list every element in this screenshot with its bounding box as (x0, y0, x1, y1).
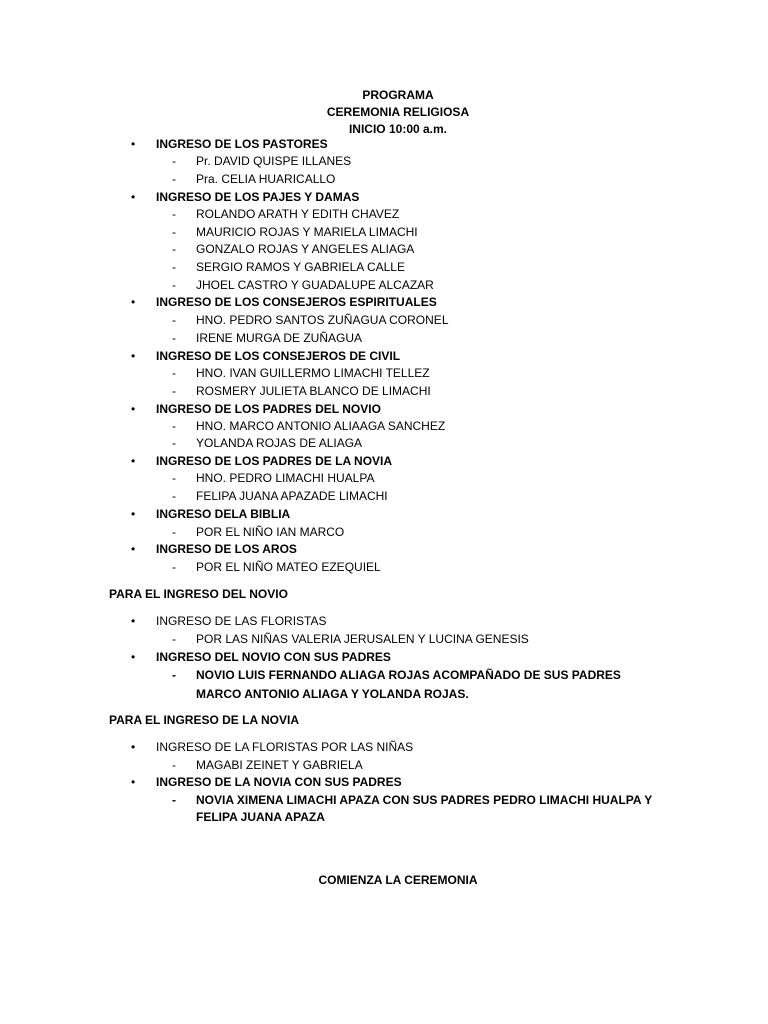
list-item: GONZALO ROJAS Y ANGELES ALIAGA (196, 242, 415, 256)
list-item: NOVIO LUIS FERNANDO ALIAGA ROJAS ACOMPAÑADO DE SUS PADRES (196, 668, 621, 682)
bullet: • (131, 542, 136, 556)
list-item-continuation: MARCO ANTONIO ALIAGA Y YOLANDA ROJAS. (196, 687, 469, 701)
list-item: ROLANDO ARATH Y EDITH CHAVEZ (196, 207, 400, 221)
list-item: HNO. MARCO ANTONIO ALIAAGA SANCHEZ (196, 419, 446, 433)
dash: - (172, 154, 176, 168)
program-heading: INGRESO DE LOS AROS (156, 542, 297, 556)
bullet: • (131, 775, 136, 789)
closing-line: COMIENZA LA CEREMONIA (318, 873, 478, 887)
program-heading: INGRESO DE LAS FLORISTAS (156, 614, 327, 628)
dash: - (172, 278, 176, 292)
document-subtitle: CEREMONIA RELIGIOSA (326, 105, 470, 119)
list-item: Pr. DAVID QUISPE ILLANES (196, 154, 352, 168)
bullet: • (131, 295, 136, 309)
dash: - (172, 419, 176, 433)
list-item: NOVIA XIMENA LIMACHI APAZA CON SUS PADRES PEDRO LIMACHI HUALPA Y (196, 793, 653, 807)
list-item-continuation: FELIPA JUANA APAZA (196, 810, 325, 824)
bullet: • (131, 614, 136, 628)
section-title-groom: PARA EL INGRESO DEL NOVIO (109, 587, 288, 601)
list-item: HNO. PEDRO SANTOS ZUÑAGUA CORONEL (196, 313, 449, 327)
program-heading: INGRESO DE LA NOVIA CON SUS PADRES (156, 775, 402, 789)
dash: - (172, 525, 176, 539)
program-heading: INGRESO DE LOS CONSEJEROS ESPIRITUALES (156, 295, 437, 309)
document-title: PROGRAMA (362, 88, 434, 102)
bullet: • (131, 137, 136, 151)
list-item: SERGIO RAMOS Y GABRIELA CALLE (196, 260, 405, 274)
bullet: • (131, 349, 136, 363)
list-item: MAURICIO ROJAS Y MARIELA LIMACHI (196, 225, 418, 239)
bullet: • (131, 740, 136, 754)
program-heading: INGRESO DE LA FLORISTAS POR LAS NIÑAS (156, 740, 414, 754)
dash: - (172, 242, 176, 256)
list-item: IRENE MURGA DE ZUÑAGUA (196, 331, 363, 345)
dash: - (172, 313, 176, 327)
start-time: INICIO 10:00 a.m. (348, 122, 448, 136)
dash: - (172, 207, 176, 221)
bullet: • (131, 402, 136, 416)
list-item: HNO. PEDRO LIMACHI HUALPA (196, 471, 375, 485)
list-item: POR EL NIÑO MATEO EZEQUIEL (196, 560, 381, 574)
dash: - (172, 489, 176, 503)
dash: - (172, 758, 176, 772)
bullet: • (131, 190, 136, 204)
list-item: JHOEL CASTRO Y GUADALUPE ALCAZAR (196, 278, 434, 292)
list-item: YOLANDA ROJAS DE ALIAGA (196, 436, 363, 450)
program-heading: INGRESO DE LOS PADRES DEL NOVIO (156, 402, 381, 416)
list-item: POR LAS NIÑAS VALERIA JERUSALEN Y LUCINA GENESIS (196, 632, 529, 646)
section-title-bride: PARA EL INGRESO DE LA NOVIA (109, 713, 300, 727)
dash: - (172, 331, 176, 345)
list-item: HNO. IVAN GUILLERMO LIMACHI TELLEZ (196, 366, 430, 380)
dash: - (172, 471, 176, 485)
list-item: FELIPA JUANA APAZADE LIMACHI (196, 489, 388, 503)
list-item: MAGABI ZEINET Y GABRIELA (196, 758, 363, 772)
bullet: • (131, 507, 136, 521)
program-heading: INGRESO DE LOS PADRES DE LA NOVIA (156, 454, 393, 468)
program-heading: INGRESO DE LOS PASTORES (156, 137, 328, 151)
program-heading: INGRESO DEL NOVIO CON SUS PADRES (156, 650, 391, 664)
list-item: Pra. CELIA HUARICALLO (196, 172, 336, 186)
dash: - (172, 560, 176, 574)
bullet: • (131, 454, 136, 468)
dash: - (172, 225, 176, 239)
list-item: ROSMERY JULIETA BLANCO DE LIMACHI (196, 384, 431, 398)
dash: - (172, 632, 176, 646)
dash: - (172, 668, 176, 682)
dash: - (172, 436, 176, 450)
program-heading: INGRESO DE LOS CONSEJEROS DE CIVIL (156, 349, 401, 363)
bullet: • (131, 650, 136, 664)
dash: - (172, 366, 176, 380)
dash: - (172, 260, 176, 274)
dash: - (172, 793, 176, 807)
program-heading: INGRESO DE LOS PAJES Y DAMAS (156, 190, 360, 204)
program-heading: INGRESO DELA BIBLIA (156, 507, 291, 521)
list-item: POR EL NIÑO IAN MARCO (196, 525, 345, 539)
dash: - (172, 172, 176, 186)
dash: - (172, 384, 176, 398)
